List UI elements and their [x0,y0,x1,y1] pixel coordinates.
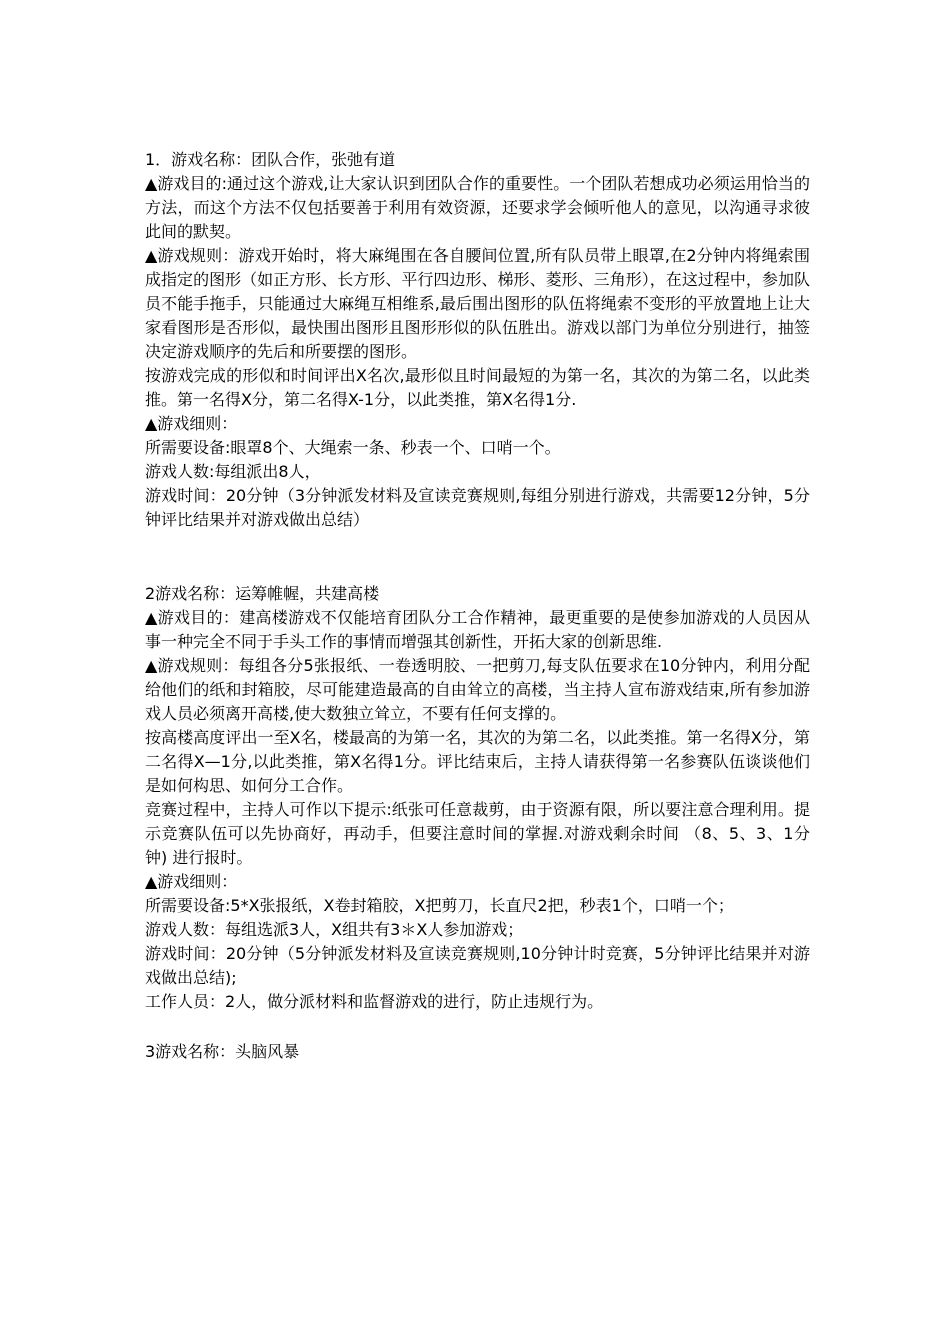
duration: 游戏时间：20分钟（5分钟派发材料及宣读竞赛规则,10分钟计时竞赛，5分钟评比结果并对游戏做出总结); [145,944,810,987]
game-purpose: ▲游戏目的:通过这个游戏,让大家认识到团队合作的重要性。一个团队若想成功必须运用恰当的方法，而这个方法不仅包括要善于利用有效资源，还要求学会倾听他人的意见，以沟通寻求彼此间的默契。 [145,174,810,241]
section-2-title: 2游戏名称：运筹帷幄，共建高楼 [145,584,380,603]
game-rules: ▲游戏规则：每组各分5张报纸、一卷透明胶、一把剪刀,每支队伍要求在10分钟内，利用分配给他们的纸和封箱胶，尽可能建造最高的自由耸立的高楼，当主持人宣布游戏结束,所有参加游戏人员必须离开高楼,使大数独立耸立，不要有任何支撑的。 [145,656,810,723]
document-page [145,148,810,1064]
details-heading: ▲游戏细则： [145,414,238,433]
participants: 游戏人数：每组选派3人，X组共有3＊X人参加游戏； [145,920,524,939]
spacer [145,1014,810,1040]
scoring: 按游戏完成的形似和时间评出X名次,最形似且时间最短的为第一名，其次的为第二名，以此类推。第一名得X分，第二名得X-1分，以此类推，第X名得1分. [145,366,810,409]
section-2 [145,582,810,1014]
game-rules: ▲游戏规则：游戏开始时，将大麻绳围在各自腰间位置,所有队员带上眼罩,在2分钟内将绳索围成指定的图形（如正方形、长方形、平行四边形、梯形、菱形、三角形），在这过程中，参加队员不能手拖手，只能通过大麻绳互相维系,最后围出图形的队伍将绳索不变形的平放置地上让大家看图形是否形似，最快围出图形且图形形似的队伍胜出。游戏以部门为单位分别进行，抽签决定游戏顺序的先后和所要摆的图形。 [145,246,810,361]
duration: 游戏时间：20分钟（3分钟派发材料及宣读竞赛规则,每组分别进行游戏，共需要12分钟，5分钟评比结果并对游戏做出总结） [145,486,810,529]
game-purpose: ▲游戏目的：建高楼游戏不仅能培育团队分工合作精神，最更重要的是使参加游戏的人员因从事一种完全不同于手头工作的事情而增强其创新性，开拓大家的创新思维. [145,608,810,651]
section-1 [145,148,810,532]
equipment: 所需要设备:5*X张报纸，X卷封箱胶，X把剪刀，长直尺2把，秒表1个，口哨一个； [145,896,734,915]
section-3 [145,1040,810,1064]
section-1-title: 1．游戏名称：团队合作，张弛有道 [145,150,396,169]
scoring: 按高楼高度评出一至X名，楼最高的为第一名，其次的为第二名，以此类推。第一名得X分，第二名得X—1分,以此类推，第X名得1分。评比结束后，主持人请获得第一名参赛队伍谈谈他们是如何构思、如何分工合作。 [145,728,810,795]
section-3-title: 3游戏名称：头脑风暴 [145,1042,300,1061]
details-heading: ▲游戏细则： [145,872,238,891]
host-hints: 竞赛过程中，主持人可作以下提示:纸张可任意裁剪，由于资源有限，所以要注意合理利用。提示竞赛队伍可以先协商好，再动手，但要注意时间的掌握.对游戏剩余时间 （8、5、3、1分钟) 进行报时。 [145,800,810,867]
equipment: 所需要设备:眼罩8个、大绳索一条、秒表一个、口哨一个。 [145,438,561,457]
spacer [145,532,810,582]
participants: 游戏人数:每组派出8人， [145,462,321,481]
staff: 工作人员：2人，做分派材料和监督游戏的进行，防止违规行为。 [145,992,604,1011]
